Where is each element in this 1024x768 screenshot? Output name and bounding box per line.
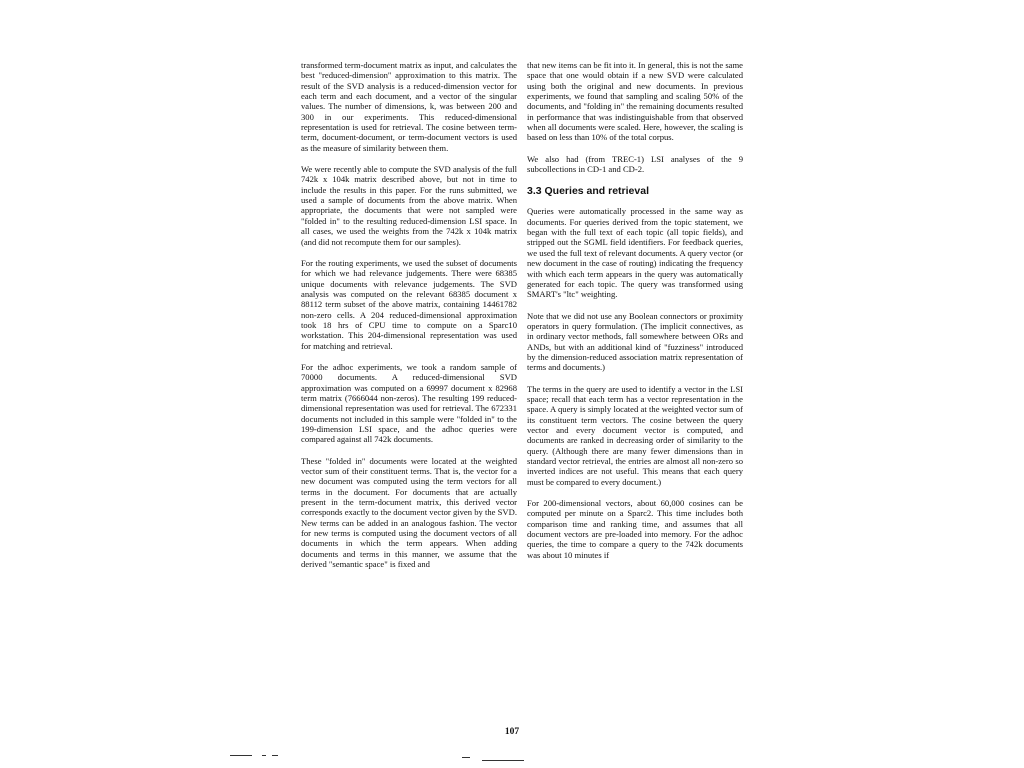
scan-mark	[272, 755, 278, 756]
paragraph: The terms in the query are used to identify a vector in the LSI space; recall that each term has a vector representation in the space. A query is simply located at the weighted vector sum of its constituent term vectors. The cosine between the query vector and every document vector is computed, and documents are ranked in decreasing order of similarity to the query. (Although there are many fewer dimensions than in standard vector retrieval, the entries are almost all non-zero so inverted indices are not useful. This means that each query must be compared to every document.)	[527, 383, 743, 487]
section-heading: 3.3 Queries and retrieval	[527, 185, 649, 198]
right-column	[527, 60, 743, 571]
scan-mark	[230, 755, 252, 756]
scan-mark	[482, 760, 524, 761]
paragraph: Note that we did not use any Boolean connectors or proximity operators in query formulation. (The implicit connectives, as in ordinary vector methods, fall somewhere between ORs and ANDs, but with an additional kind of "fuzziness" introduced by the dimension-reduced association matrix representation of terms and documents.)	[527, 310, 743, 373]
page-number: 107	[504, 727, 520, 737]
paragraph: transformed term-document matrix as input, and calculates the best "reduced-dimension" approximation to this matrix. The result of the SVD analysis is a reduced-dimension vector for each term and each document, and a vector of the singular values. The number of dimensions, k, was between 200 and 300 in our experiments. This reduced-dimensional representation is used for retrieval. The cosine between term-term, document-document, or term-document vectors is used as the measure of similarity between them.	[301, 60, 517, 153]
paragraph: Queries were automatically processed in the same way as documents. For queries derived from the topic statement, we began with the full text of each topic (all topic fields), and stripped out the SGML field identifiers. For feedback queries, we used the full text of relevant documents. A query vector (or new document in the case of routing) indicating the frequency with which each term appears in the query was automatically generated for each topic. The query was transformed using SMART's "ltc" weighting.	[527, 206, 743, 300]
scan-mark	[262, 755, 266, 756]
paragraph: For 200-dimensional vectors, about 60,000 cosines can be computed per minute on a Sparc2. This time includes both comparison time and ranking time, and assumes that all document vectors are pre-loaded into memory. For the adhoc queries, the time to compare a query to the 742k documents was about 10 minutes if	[527, 498, 743, 560]
paragraph: These "folded in" documents were located at the weighted vector sum of their constituent terms. That is, the vector for a new document was computed using the term vectors for all terms in the document. For documents that are actually present in the term-document matrix, this derived vector corresponds exactly to the document vector given by the SVD. New terms can be added in an analogous fashion. The vector for new terms is computed using the document vectors of all documents in which the term appears. When adding documents and terms in this manner, we assume that the derived "semantic space" is fixed and	[301, 455, 517, 570]
paragraph: We also had (from TREC-1) LSI analyses of the 9 subcollections in CD-1 and CD-2.	[527, 153, 743, 175]
scan-mark	[462, 757, 470, 758]
paragraph: We were recently able to compute the SVD analysis of the full 742k x 104k matrix described above, but not in time to include the results in this paper. For the runs submitted, we used a sample of documents from the above matrix. When appropriate, the documents that were not sampled were "folded in" to the resulting reduced-dimension LSI space. In all cases, we used the weights from the 742k x 104k matrix (and did not recompute them for our samples).	[301, 164, 517, 247]
left-column	[301, 60, 517, 580]
paragraph: For the routing experiments, we used the subset of documents for which we had relevance judgements. There were 68385 unique documents with relevance judgements. The SVD analysis was computed on the relevant 68385 document x 88112 term subset of the above matrix, containing 14461782 non-zero cells. A 204 reduced-dimensional approximation took 18 hrs of CPU time to compute on a Sparc10 workstation. This 204-dimensional representation was used for matching and retrieval.	[301, 257, 517, 351]
paragraph: that new items can be fit into it. In general, this is not the same space that one would obtain if a new SVD were calculated using both the original and new documents. In previous experiments, we found that sampling and scaling 50% of the documents, and "folding in" the remaining documents resulted in performance that was indistinguishable from that observed when all documents were scaled. Here, however, the scaling is based on less than 10% of the total corpus.	[527, 60, 743, 143]
paragraph: For the adhoc experiments, we took a random sample of 70000 documents. A reduced-dimensional SVD approximation was computed on a 69997 document x 82968 term matrix (7666044 non-zeros). The resulting 199 reduced-dimensional representation was used for retrieval. The 672331 documents not included in this sample were "folded in" to the 199-dimension LSI space, and the adhoc queries were compared against all 742k documents.	[301, 361, 517, 445]
